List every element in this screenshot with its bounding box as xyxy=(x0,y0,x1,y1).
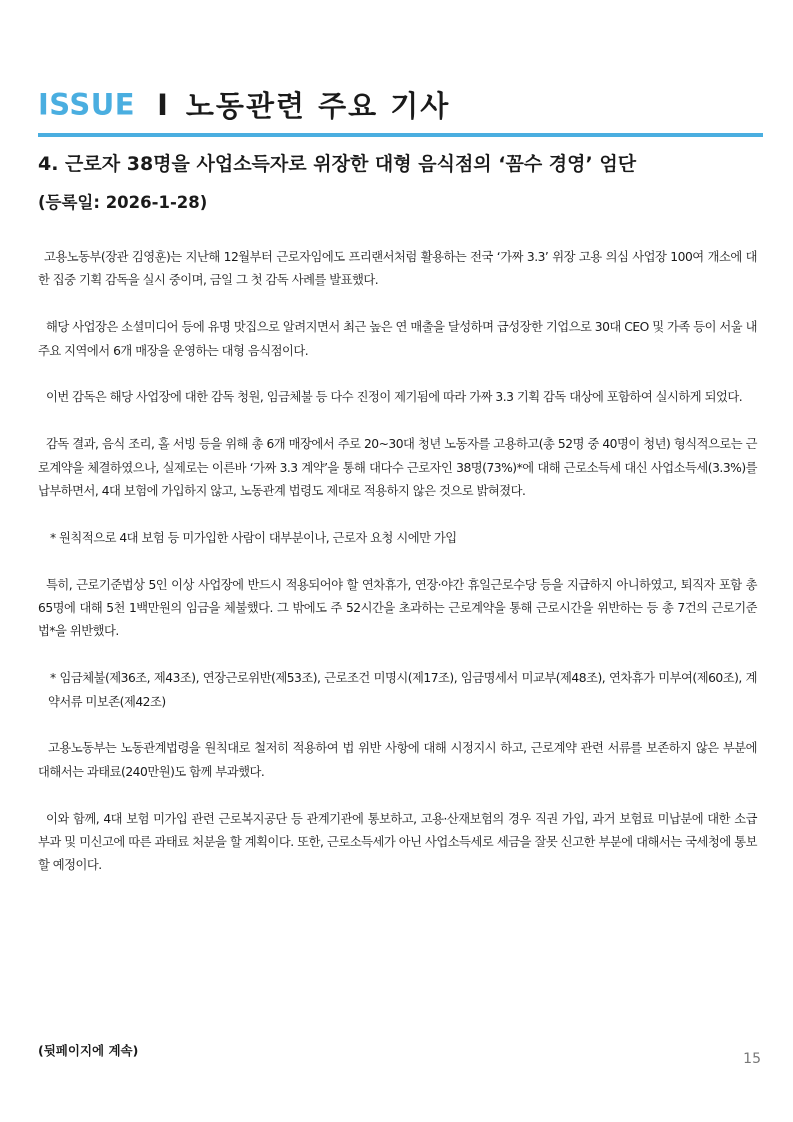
paragraph: 감독 결과, 음식 조리, 홀 서빙 등을 위해 총 6개 매장에서 주로 20~30대 청년 노동자를 고용하고(총 52명 중 40명이 청년) 형식적으로는 근로계약을 체결하였으나, 실제로는 이른바 ‘가짜 3.3 계약’을 통해 대다수 근로자인 38명(73%)*에 대해 근로소득세 대신 사업소득세(3.3%)를 납부하면서, 4대 보험에 가입하지 않고, 노동관계 법령도 제대로 적용하지 않은 것으로 밝혀졌다. xyxy=(38,437,757,499)
paragraph: 이와 함께, 4대 보험 미가입 관련 근로복지공단 등 관계기관에 통보하고, 고용·산재보험의 경우 직권 가입, 과거 보험료 미납분에 대한 소급 부과 및 미신고에 따른 과태료 처분을 할 계획이다. 또한, 근로소득세가 아닌 사업소득세로 세금을 잘못 신고한 부분에 대해서는 국세청에 통보할 예정이다. xyxy=(38,811,757,873)
registration-date: (등록일: 2026-1-28) xyxy=(38,193,208,212)
section-header xyxy=(38,84,763,130)
section-title: 노동관련 주요 기사 xyxy=(185,89,451,123)
paragraph: 특히, 근로기준법상 5인 이상 사업장에 반드시 적용되어야 할 연차휴가, 연장·야간 휴일근로수당 등을 지급하지 아니하였고, 퇴직자 포함 총 65명에 대해 5천 1백만원의 임금을 체불했다. 그 밖에도 주 52시간을 초과하는 근로계약을 통해 근로시간을 위반하는 등 총 7건의 근로기준법*을 위반했다. xyxy=(38,577,757,639)
paragraph: 이번 감독은 해당 사업장에 대한 감독 청원, 임금체불 등 다수 진정이 제기됨에 따라 가짜 3.3 기획 감독 대상에 포함하여 실시하게 되었다. xyxy=(46,390,743,405)
paragraph: 고용노동부(장관 김영훈)는 지난해 12월부터 근로자임에도 프리랜서처럼 활용하는 전국 ‘가짜 3.3’ 위장 고용 의심 사업장 100여 개소에 대한 집중 기획 감독을 실시 중이며, 금일 그 첫 감독 사례를 발표했다. xyxy=(38,250,757,288)
article-body xyxy=(38,246,757,901)
header-separator: I xyxy=(157,87,168,122)
paragraph: 고용노동부는 노동관계법령을 원칙대로 철저히 적용하여 법 위반 사항에 대해 시정지시 하고, 근로계약 관련 서류를 보존하지 않은 부분에 대해서는 과태료(240만원)도 함께 부과했다. xyxy=(38,741,757,779)
issue-label: ISSUE xyxy=(38,87,136,122)
footnote: * 원칙적으로 4대 보험 등 미가입한 사람이 대부분이나, 근로자 요청 시에만 가입 xyxy=(50,530,457,545)
footnote: * 임금체불(제36조, 제43조), 연장근로위반(제53조), 근로조건 미명시(제17조), 임금명세서 미교부(제48조), 연차휴가 미부여(제60조), 계약서류 미보존(제42조) xyxy=(48,671,757,709)
continued-note: (뒷페이지에 계속) xyxy=(38,1043,139,1058)
header-rule xyxy=(38,133,763,137)
article-title: 4. 근로자 38명을 사업소득자로 위장한 대형 음식점의 ‘꼼수 경영’ 엄단 xyxy=(38,153,637,175)
page-number: 15 xyxy=(743,1051,761,1067)
paragraph: 해당 사업장은 소셜미디어 등에 유명 맛집으로 알려지면서 최근 높은 연 매출을 달성하며 급성장한 기업으로 30대 CEO 및 가족 등이 서울 내 주요 지역에서 6개 매장을 운영하는 대형 음식점이다. xyxy=(38,320,757,358)
